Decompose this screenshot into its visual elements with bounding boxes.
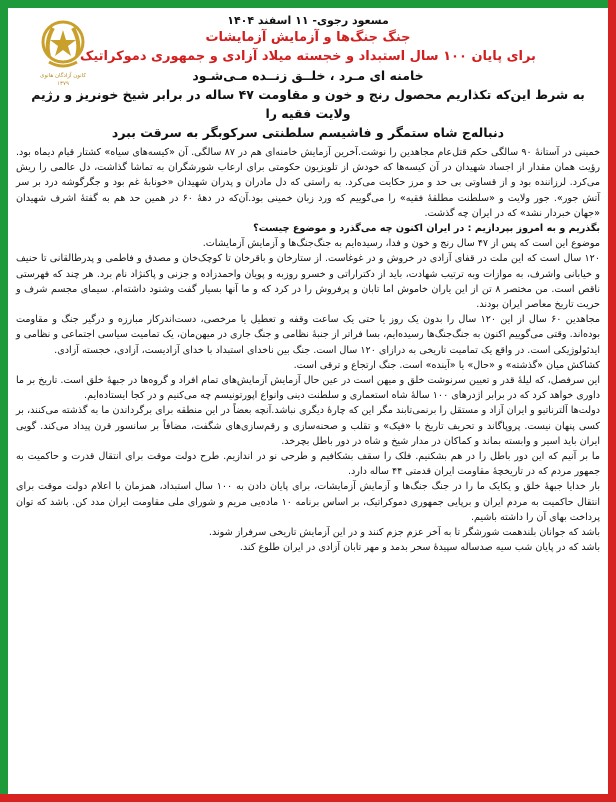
frame-top-border — [0, 0, 616, 8]
logo-year: ۱۳۷۹ — [57, 81, 69, 87]
document-content — [14, 12, 602, 790]
headline-main: جنگ جنگ‌ها و آزمایش آزمایشات — [205, 30, 411, 45]
frame-bottom-border — [0, 794, 616, 802]
frame-right-border — [608, 0, 616, 802]
paragraph: بگذریم و به امروز بپردازیم : در ایران اکنون چه می‌گذرد و موضوع چیست؟ — [253, 223, 600, 235]
paragraph: مجاهدین ۶۰ سال از این ۱۲۰ سال را بدون یک روز یا حتی یک ساعت وقفه و تعطیل یا مرخصی، دست‌اندرکار مبارزه و درگیر جنگ و مقاومت بوده‌اند. وقتی می‌گوییم اکنون به جنگ‌جنگ‌ها رسیده‌ایم، بسا فراتر از جنبهٔ نظامی و جنگ جاری در میهن‌مان، یک تمامیت سیاسی اجتماعی و نظامی و ایدئولوژیکی است. در واقع یک تمامیت تاریخی به درازای ۱۲۰ سال است. جنگ بین ناخدای استبداد با خدای آزادیست، آزادی، خجسته آزادی. — [16, 314, 600, 356]
paragraph: ما بر آنیم که این دور باطل را در هم بشکنیم. فلک را سقف بشکافیم و طرحی نو در اندازیم. طرح دولت موقت برای انتقال قدرت و حاکمیت به جمهور مردم که در تاریخچهٔ مقاومت ایران قدمتی ۴۴ ساله دارد. — [16, 451, 600, 478]
subheadline-line-2: دنباله‌ج شاه ستمگر و فاشیسم سلطنتی سرکوبگر به سرقت ببرد — [111, 125, 505, 140]
logo-caption: کانون آزادگان هانوی — [40, 73, 86, 79]
subheadline-line-1: به شرط این‌که تکذاریم محصول رنج و خون و مقاومت ۴۷ ساله در برابر شیخ خونریز و رژیم ولایت فقیه را — [31, 87, 585, 121]
paragraph: بار خدایا جبههٔ خلق و یکایک ما را در جنگ جنگ‌ها و آزمایش آزمایشات، برای پایان دادن به ۱۰۰ سال استبداد، همزمان با اعلام دولت موقت برای انتقال حاکمیت به مردم ایران و برپایی جمهوری دموکراتیک، بر اساس برنامه ۱۰ ماده‌یی مریم و شورای ملی مقاومت ایران مدد کن. باشد که توان پرداخت بهای آن را داشته باشیم. — [16, 481, 600, 523]
paragraph: این سرفصل، که لیلهٔ قدر و تعیین سرنوشت خلق و میهن است در عین حال آزمایش آزمایش‌های تمام افراد و گروه‌ها در جبههٔ خلق است. تاریخ بر ما داوری خواهد کرد که در برابر اژدرهای ۱۰۰ سالهٔ شاه استعماری و سلطنت دینی وانواع اپورتونیسم چه می‌کنیم و در کجا ایستاده‌ایم. — [16, 375, 600, 402]
paragraph: موضوع این است که پس از ۴۷ سال رنج و خون و فدا، رسیده‌ایم به جنگ‌جنگ‌ها و آزمایش آزمایشات. — [202, 238, 600, 250]
paragraph: دولت‌ها آلترناتیو و ایران آزاد و مستقل را برنمی‌تابند مگر این که چارهٔ دیگری نباشد.آنچه بعضاً در این منطقه برای برگرداندن ما به گذشته می‌کنند، بر کسی پنهان نیست. پروپاگاند و تحریف تاریخ با «فیک» و تقلب و صحنه‌سازی و رقم‌سازی‌های شگفت، مضافاً بر سانسور قرن پیداد می‌کند. گویی ایران باید اسیر و وابسته بماند و کماکان در مدار شیخ و شاه در دور باطل بچرخد. — [16, 405, 600, 447]
paragraph: باشد که در پایان شب سیه صدساله سپیدهٔ سحر بدمد و مهر تابان آزادی در ایران طلوع کند. — [239, 542, 600, 554]
paragraph: کشاکش میان «گذشته» و «حال» یا «آینده» است. جنگ ارتجاع و ترقی است. — [293, 359, 600, 371]
article-body — [14, 145, 602, 555]
paragraph: ۱۲۰ سال است که این ملت در قفای آزادی در خروش و در غوغاست. از ستارخان و باقرخان تا کوچک‌خان و مصدق و فاطمی و پدرطالقانی تا حنیف و خیابانی واشرف، به موازات وبه ترتیب شهادت، باید از دکتراراتی و خسرو روزبه و پویان واحمدزاده و جزنی و پاکنژاد نام برد. هر چند که فهرستی ناقص است. من مختصر ۸ تن از این یاران خاموش اما تابان و پرفروش را در کرد که و ما آنها بسیار گفت وشنود داشته‌ام. سیمای مجسم شرف و حریت تاریخ معاصر ایران بودند. — [16, 253, 600, 311]
paragraph: خمینی در آستانهٔ ۹۰ سالگی حکم قتل‌عام مجاهدین را نوشت.آخرین آزمایش خامنه‌ای هم در ۸۷ سالگی. آن «کیسه‌های سیاه» کشتار قیام دیماه بود. رؤیت همان مقدار از اجساد شهیدان در آن کیسه‌ها که خودش از تلویزیون حکومتی برای ارعاب شورشگران به تماشا گذاشت، دل عالمی را ریش می‌کرد. لرزاننده بود و از قساوتی بی حد و مرز حکایت می‌کرد. به راستی که دل مادران و پدران شهیدان «خونابهٔ غم بود و جگرگوشه درد بر سر آتش جور». جور ولایت و «سلطنت مطلقهٔ فقیه» را می‌گوییم که ورد زبان خمینی بود.آن‌که در دههٔ ۶۰ در همین حد هم به گفتهٔ اشرف شهیدان «جهان خبردار نشد» که در ایران چه گذشت. — [16, 147, 601, 219]
logo — [24, 16, 102, 102]
laurel-wreath-emblem-icon — [35, 16, 91, 72]
frame-left-border — [0, 0, 8, 802]
subheadline-slogan: خامنه ای مـرد ، خلــق زنــده مـی‌شـود — [192, 68, 424, 83]
headline-secondary: برای پایان ۱۰۰ سال استبداد و خجسته میلاد آزادی و جمهوری دموکراتیک — [80, 49, 536, 64]
paragraph: باشد که جوانان بلندهمت شورشگر تا به آخر عزم جزم کنند و در این آزمایش تاریخی سرفراز شوند. — [208, 527, 600, 539]
byline: مسعود رجوی- ۱۱ اسفند ۱۴۰۴ — [227, 14, 389, 27]
